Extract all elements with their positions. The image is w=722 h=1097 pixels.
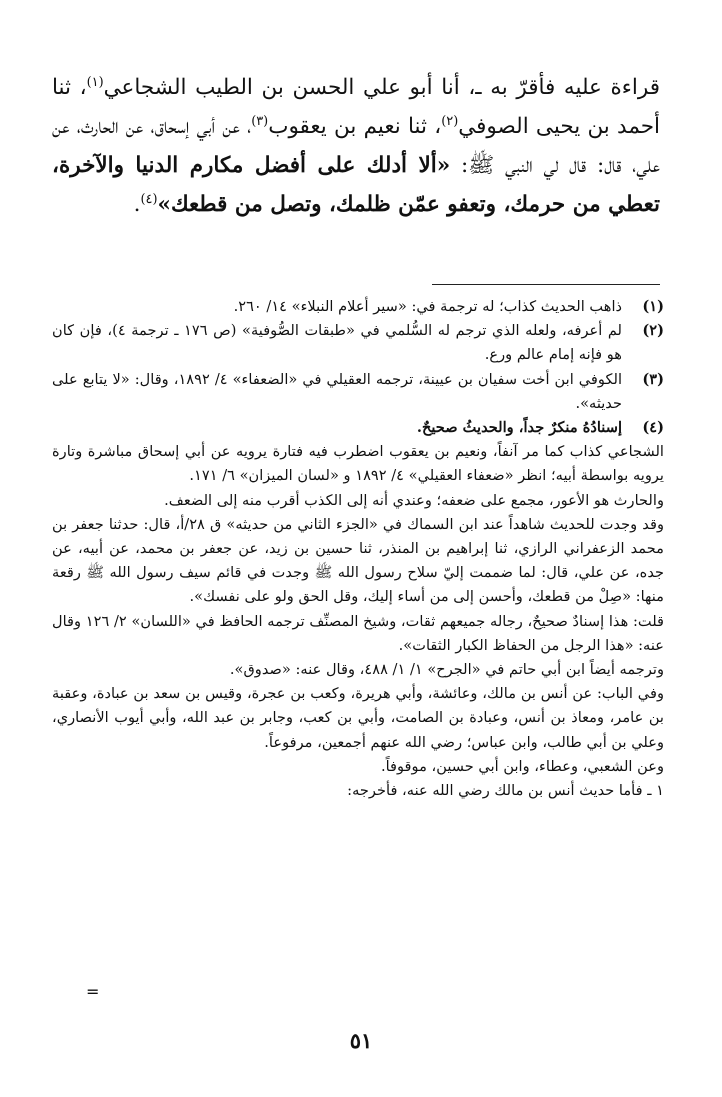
footnote-separator <box>432 284 660 285</box>
main-paragraph <box>52 68 660 224</box>
footnote-1 <box>52 295 664 319</box>
footnote-paragraph: والحارث هو الأعور، مجمع على ضعفه؛ وعندي أنه إلى الكذب أقرب منه إلى الضعف. <box>164 491 664 509</box>
hadith-text: «ألا أدلك على أفضل مكارم الدنيا والآخرة، تعطي من حرمك، وتعفو عمّن ظلمك، وتصل من قطعك» <box>52 153 660 217</box>
footnote-ref-3: (٣) <box>251 113 269 129</box>
footnote-text: الكوفي ابن أخت سفيان بن عيينة، ترجمه العقيلي في «الضعفاء» ٤/ ١٨٩٢، وقال: «لا يتابع على حديثه». <box>52 370 623 412</box>
footnote-paragraph: وفي الباب: عن أنس بن مالك، وعائشة، وأبي هريرة، وكعب بن عجرة، وقيس بن سعد بن عبادة، وعقبة بن عامر، ومعاذ بن أنس، وعبادة بن الصامت، وأبي بن كعب، وجابر بن عبد الله، وأبي أيوب الأنصاري، وعلي بن أبي طالب، وابن عباس؛ رضي الله عنهم أجمعين، مرفوعاً. <box>52 685 664 751</box>
footnote-paragraph: ١ ـ فأما حديث أنس بن مالك رضي الله عنه، فأخرجه: <box>347 782 664 800</box>
main-line-3: عن الحارث، عن علي، قال: قال لي النبي ﷺ: <box>52 114 660 178</box>
hadith-end: . <box>133 192 141 217</box>
footnote-4-body <box>52 416 622 440</box>
footnote-paragraph: وعن الشعبي، وعطاء، وابن أبي حسين، موقوفاً. <box>380 757 664 775</box>
footnote-paragraph: الشجاعي كذاب كما مر آنفاً، ونعيم بن يعقوب اضطرب فيه فتارة يرويه عن أبي إسحاق مباشرة وتارة يرويه بواسطة أبيه؛ انظر «ضعفاء العقيلي» ٤/ ١٨٩٢ و «لسان الميزان» ٦/ ١٧١. <box>52 443 664 485</box>
footnote-ref-2: (٢) <box>441 113 459 129</box>
footnote-text: لم أعرفه، ولعله الذي ترجم له السُّلمي في «طبقات الصُّوفية» (ص ١٧٦ ـ ترجمة ٤)، فإن كان هو فإنه إمام عالم ورع. <box>52 322 622 364</box>
footnote-paragraph: وترجمه أيضاً ابن أبي حاتم في «الجرح» ١/ ١/ ٤٨٨، وقال عنه: «صدوق». <box>229 661 664 679</box>
footnote-3 <box>52 368 664 416</box>
footnote-number: (٣) <box>642 370 664 388</box>
main-text <box>52 68 660 224</box>
footnote-4 <box>52 416 664 440</box>
footnote-ref-1: (١) <box>86 74 104 90</box>
main-line-1: قراءة عليه فأقرّ به ـ، أنا أبو علي الحسن بن الطيب الشجاعي <box>103 75 660 100</box>
footnote-text: ذاهب الحديث كذاب؛ له ترجمة في: «سير أعلام النبلاء» ١٤/ ٢٦٠. <box>233 298 622 315</box>
footnote-ref-4: (٤) <box>140 191 158 207</box>
main-line-2-end: ، عن أبي إسحاق، <box>150 114 252 139</box>
main-line-2-mid: ، ثنا نعيم بن يعقوب <box>268 114 442 139</box>
footnote-2 <box>52 319 664 367</box>
main-line-2: أحمد بن يحيى الصوفي <box>458 114 661 139</box>
page-number: ٥١ <box>349 1028 373 1053</box>
main-line-1-end: ، ثنا <box>52 75 87 100</box>
footnote-4-verdict: إسنادُهُ منكرٌ جداً، والحديثُ صحيحٌ. <box>416 419 622 437</box>
footnote-number: (٢) <box>642 322 664 340</box>
footnotes <box>52 295 664 803</box>
footnote-number: (١) <box>642 298 664 315</box>
continuation-mark: = <box>86 982 100 1001</box>
footnote-number: (٤) <box>642 419 664 437</box>
footnote-paragraph: وقد وجدت للحديث شاهداً عند ابن السماك في «الجزء الثاني من حديثه» ق ٢٨/أ، قال: حدثنا جعفر بن محمد الزعفراني الرازي، ثنا إبراهيم بن المنذر، ثنا حسين بن زيد، عن جعفر بن محمد، عن أبيه، عن جده، عن علي، قال: لما ضممت إليّ سلاح رسول الله ﷺ وجدت في قائم سيف رسول الله ﷺ رقعة منها: «صِلْ من قطعك، وأحسن إلى من أساء إليك، وقل الحق ولو على نفسك». <box>52 515 664 606</box>
footnote-paragraph: قلت: هذا إسنادٌ صحيحٌ، رجاله جميعهم ثقات، وشيخ المصنِّف ترجمه الحافظ في «اللسان» ٢/ ١٢٦ وقال عنه: «هذا الرجل من الحفاظ الكبار الثقات». <box>52 612 665 654</box>
